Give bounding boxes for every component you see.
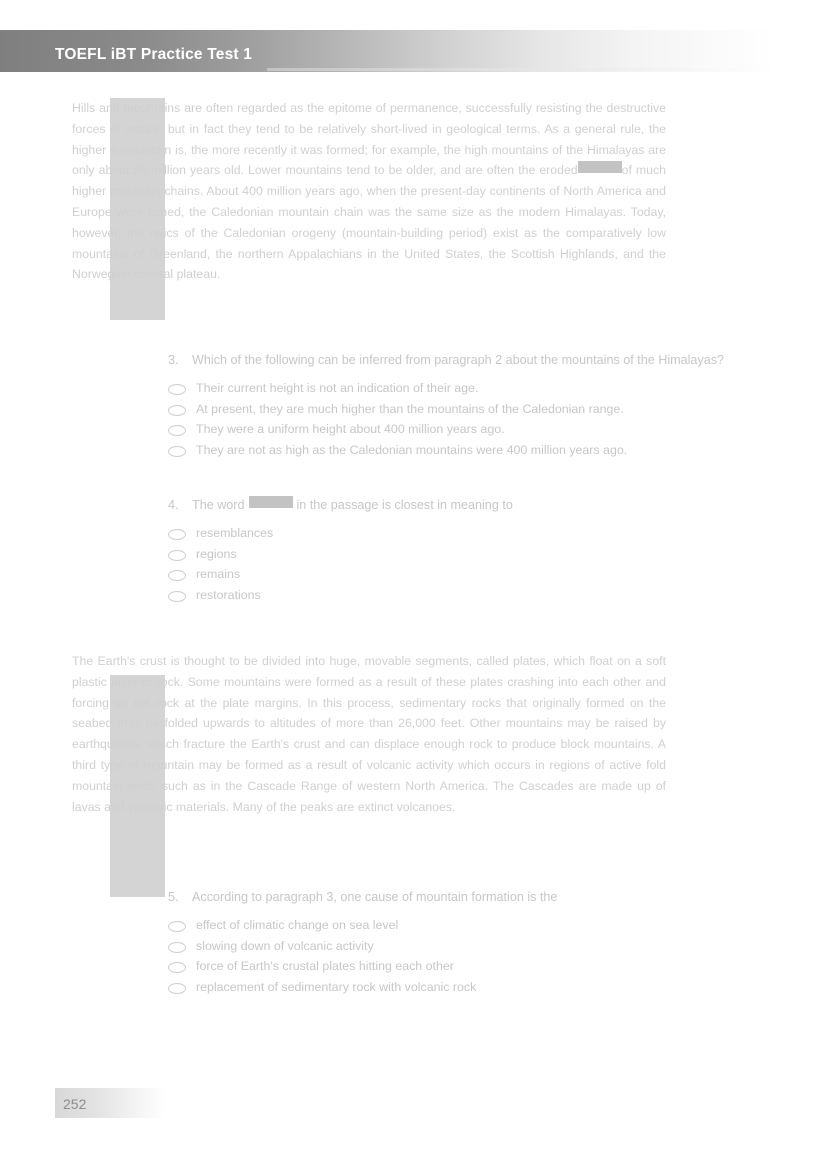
radio-icon[interactable] [168, 384, 186, 395]
option-label: force of Earth's crustal plates hitting each other [196, 959, 454, 974]
question-3-prompt: Which of the following can be inferred from paragraph 2 about the mountains of the Himalayas? [192, 353, 725, 367]
question-4-prompt-before: The word [192, 498, 245, 512]
option-label: replacement of sedimentary rock with volcanic rock [196, 979, 477, 994]
question-5-option-4[interactable] [168, 977, 778, 998]
option-label: At present, they are much higher than the mountains of the Caledonian range. [196, 401, 624, 416]
reading-passage-2 [72, 98, 666, 285]
question-4-prompt [192, 495, 778, 516]
question-5-option-3[interactable] [168, 956, 778, 977]
radio-icon[interactable] [168, 591, 186, 602]
question-3-option-2[interactable] [168, 399, 778, 420]
question-4-options [168, 523, 778, 605]
question-4-prompt-after: in the passage is closest in meaning to [296, 498, 513, 512]
question-3-number: 3. [168, 353, 179, 367]
page-header-title: TOEFL iBT Practice Test 1 [55, 46, 253, 63]
option-label: They were a uniform height about 400 million years ago. [196, 422, 505, 437]
radio-icon[interactable] [168, 921, 186, 932]
question-5-option-1[interactable] [168, 915, 778, 936]
option-label: They are not as high as the Caledonian mountains were 400 million years ago. [196, 442, 628, 457]
question-5-option-2[interactable] [168, 936, 778, 957]
radio-icon[interactable] [168, 570, 186, 581]
option-label: regions [196, 546, 237, 561]
question-4-option-4[interactable] [168, 585, 778, 606]
question-4-redacted-word [249, 496, 293, 508]
question-5-options [168, 915, 778, 997]
question-5-prompt: According to paragraph 3, one cause of mountain formation is the [192, 890, 558, 904]
radio-icon[interactable] [168, 529, 186, 540]
radio-icon[interactable] [168, 405, 186, 416]
header-rule [267, 68, 775, 71]
passage-3-text: The Earth's crust is thought to be divided into huge, movable segments, called plates, which float on a soft plastic layer of rock. Some mountains were formed as a result of these plates crashing into each other and forcing up the rock at the plate margins. In this process, sedimentary rocks that originally formed on the seabed may be folded upwards to altitudes of more than 26,000 feet. Other mountains may be raised by earthquakes, which fracture the Earth's crust and can displace enough rock to produce block mountains. A third type of mountain may be formed as a result of volcanic activity which occurs in regions of active fold mountain belts, such as in the Cascade Range of western North America. The Cascades are made up of lavas and volcanic materials. Many of the peaks are extinct volcanoes. [72, 654, 666, 814]
question-3-option-4[interactable] [168, 440, 778, 461]
option-label: slowing down of volcanic activity [196, 938, 374, 953]
radio-icon[interactable] [168, 962, 186, 973]
radio-icon[interactable] [168, 983, 186, 994]
question-3 [168, 350, 778, 460]
passage-2-text-after: of much higher mountain chains. About 400 million years ago, when the present-day continents of North America and Europe were joined, the Caledonian mountain chain was the same size as the modern Himalayas. Today, however, the relics of the Caledonian orogeny (mountain-building period) exist as the comparatively low mountains of Greenland, the northern Appalachians in the United States, the Scottish Highlands, and the Norwegian coastal plateau. [72, 163, 666, 282]
question-5-head [168, 887, 778, 908]
question-4-number: 4. [168, 498, 179, 512]
question-4-option-2[interactable] [168, 544, 778, 565]
option-label: Their current height is not an indication of their age. [196, 381, 479, 395]
radio-icon[interactable] [168, 425, 186, 436]
question-4-head [168, 495, 778, 516]
reading-passage-3 [72, 651, 666, 817]
option-label: resemblances [196, 526, 274, 540]
question-5 [168, 887, 778, 997]
question-4-option-1[interactable] [168, 523, 778, 544]
radio-icon[interactable] [168, 550, 186, 561]
question-3-head [168, 350, 778, 371]
option-label: remains [196, 567, 241, 582]
passage-2-text-before: Hills and mountains are often regarded as the epitome of permanence, successfully resisting the destructive forces of nature, but in fact they tend to be relatively short-lived in geological terms. As a general rule, the higher a mountain is, the more recently it was formed; for example, the high mountains of the Himalayas are only about 50 million years old. Lower mountains tend to be older, and are often the eroded [72, 101, 666, 178]
option-label: effect of climatic change on sea level [196, 918, 399, 932]
question-5-number: 5. [168, 890, 179, 904]
question-4-option-3[interactable] [168, 564, 778, 585]
radio-icon[interactable] [168, 942, 186, 953]
question-4 [168, 495, 778, 605]
page-number: 252 [63, 1096, 87, 1112]
passage-2-redacted-word [578, 161, 622, 173]
option-label: restorations [196, 587, 261, 602]
question-3-option-3[interactable] [168, 419, 778, 440]
question-3-options [168, 378, 778, 460]
question-3-option-1[interactable] [168, 378, 778, 399]
radio-icon[interactable] [168, 446, 186, 457]
